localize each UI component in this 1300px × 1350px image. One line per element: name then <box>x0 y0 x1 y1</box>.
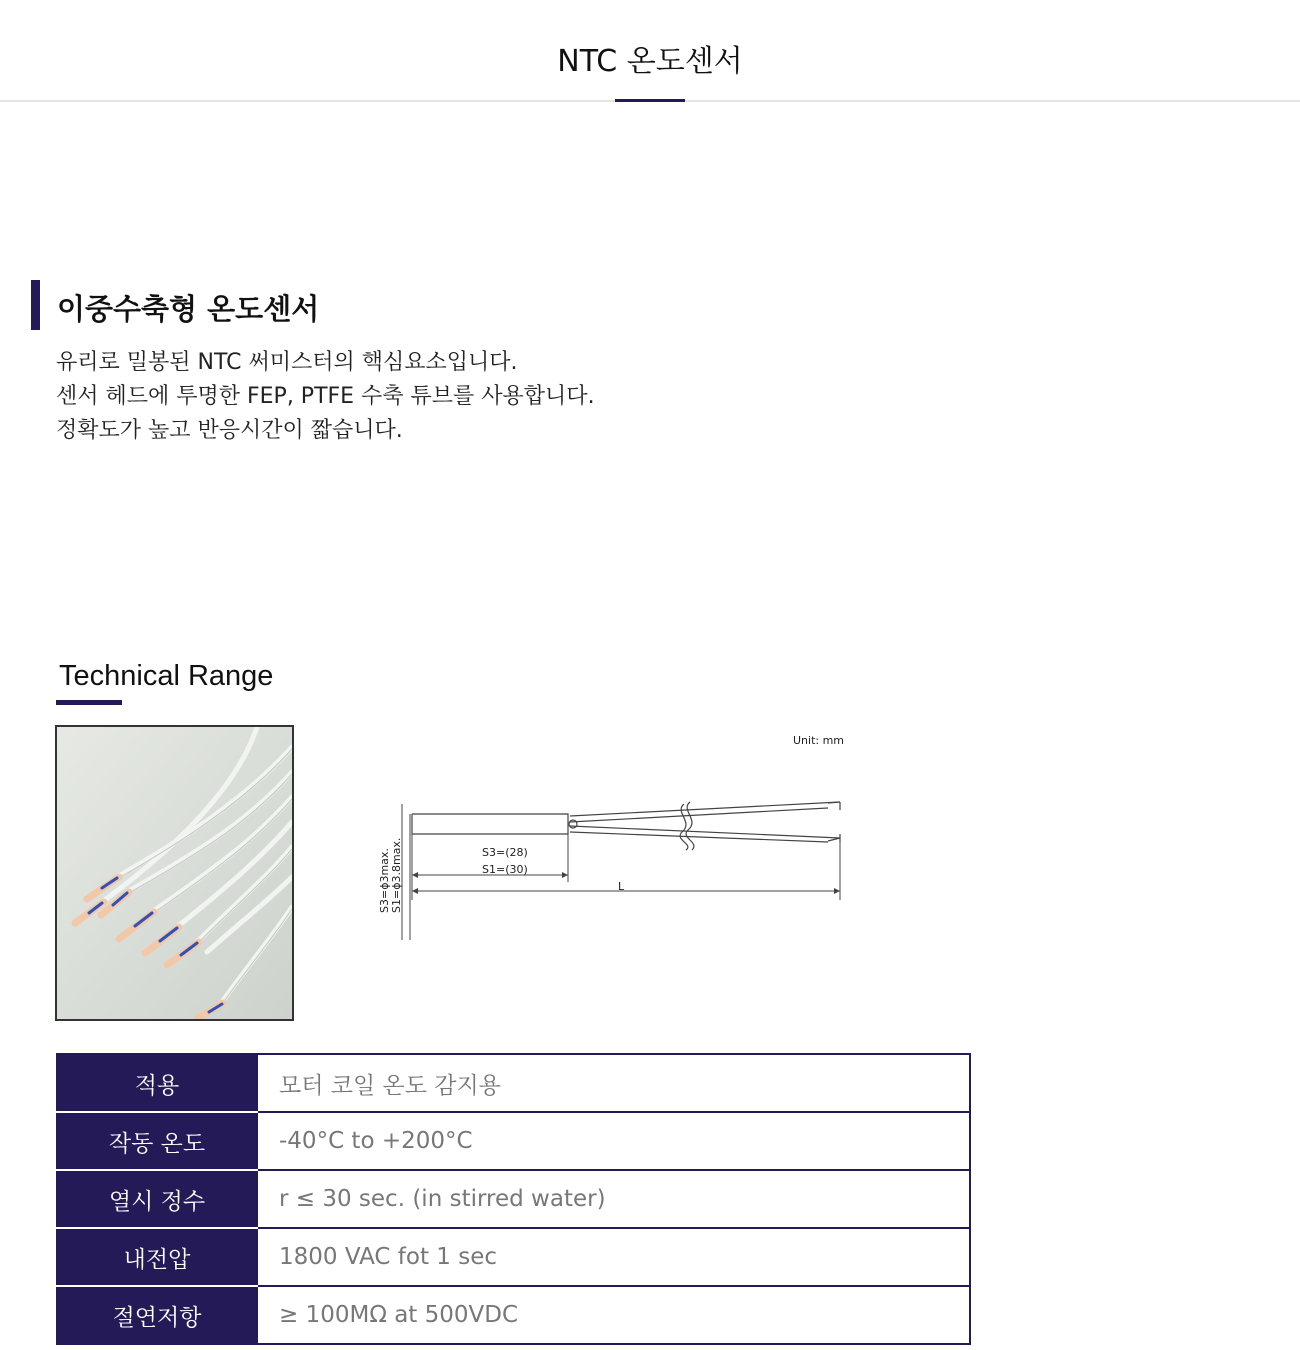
table-row <box>57 1170 970 1228</box>
s1-length-label: S1=(30) <box>482 863 528 876</box>
spec-value: 모터 코일 온도 감지용 <box>257 1054 970 1112</box>
spec-label: 내전압 <box>57 1228 257 1286</box>
technical-range-heading: Technical Range <box>59 660 274 692</box>
unit-label: Unit: mm <box>793 734 845 747</box>
description-line: 유리로 밀봉된 NTC 써미스터의 핵심요소입니다. <box>56 350 518 375</box>
length-label: L <box>618 880 625 893</box>
spec-table <box>56 1053 971 1345</box>
spec-label: 작동 온도 <box>57 1112 257 1170</box>
s3-length-label: S3=(28) <box>482 846 528 859</box>
spec-value: 1800 VAC fot 1 sec <box>257 1228 970 1286</box>
technical-range-underline <box>56 700 122 705</box>
description-line: 센서 헤드에 투명한 FEP, PTFE 수축 튜브를 사용합니다. <box>56 384 595 409</box>
s1-diameter-label: S1=ϕ3.8max. <box>390 837 403 913</box>
page-title: NTC 온도센서 <box>557 44 743 79</box>
product-description <box>56 346 595 448</box>
spec-value: r ≤ 30 sec. (in stirred water) <box>257 1170 970 1228</box>
section-accent-bar <box>31 280 40 330</box>
section-heading: 이중수축형 온도센서 <box>57 292 320 326</box>
table-row <box>57 1054 970 1112</box>
spec-value: -40°C to +200°C <box>257 1112 970 1170</box>
table-row <box>57 1228 970 1286</box>
spec-label: 적용 <box>57 1054 257 1112</box>
spec-label: 절연저항 <box>57 1286 257 1344</box>
table-row <box>57 1286 970 1344</box>
spec-label: 열시 정수 <box>57 1170 257 1228</box>
dimension-drawing <box>370 730 860 950</box>
description-line: 정확도가 높고 반응시간이 짧습니다. <box>56 418 403 443</box>
s3-diameter-label: S3=ϕ3max. <box>378 848 391 913</box>
spec-value: ≥ 100MΩ at 500VDC <box>257 1286 970 1344</box>
product-photo <box>55 725 294 1021</box>
page-header <box>0 0 1300 102</box>
title-underline <box>615 99 685 102</box>
table-row <box>57 1112 970 1170</box>
